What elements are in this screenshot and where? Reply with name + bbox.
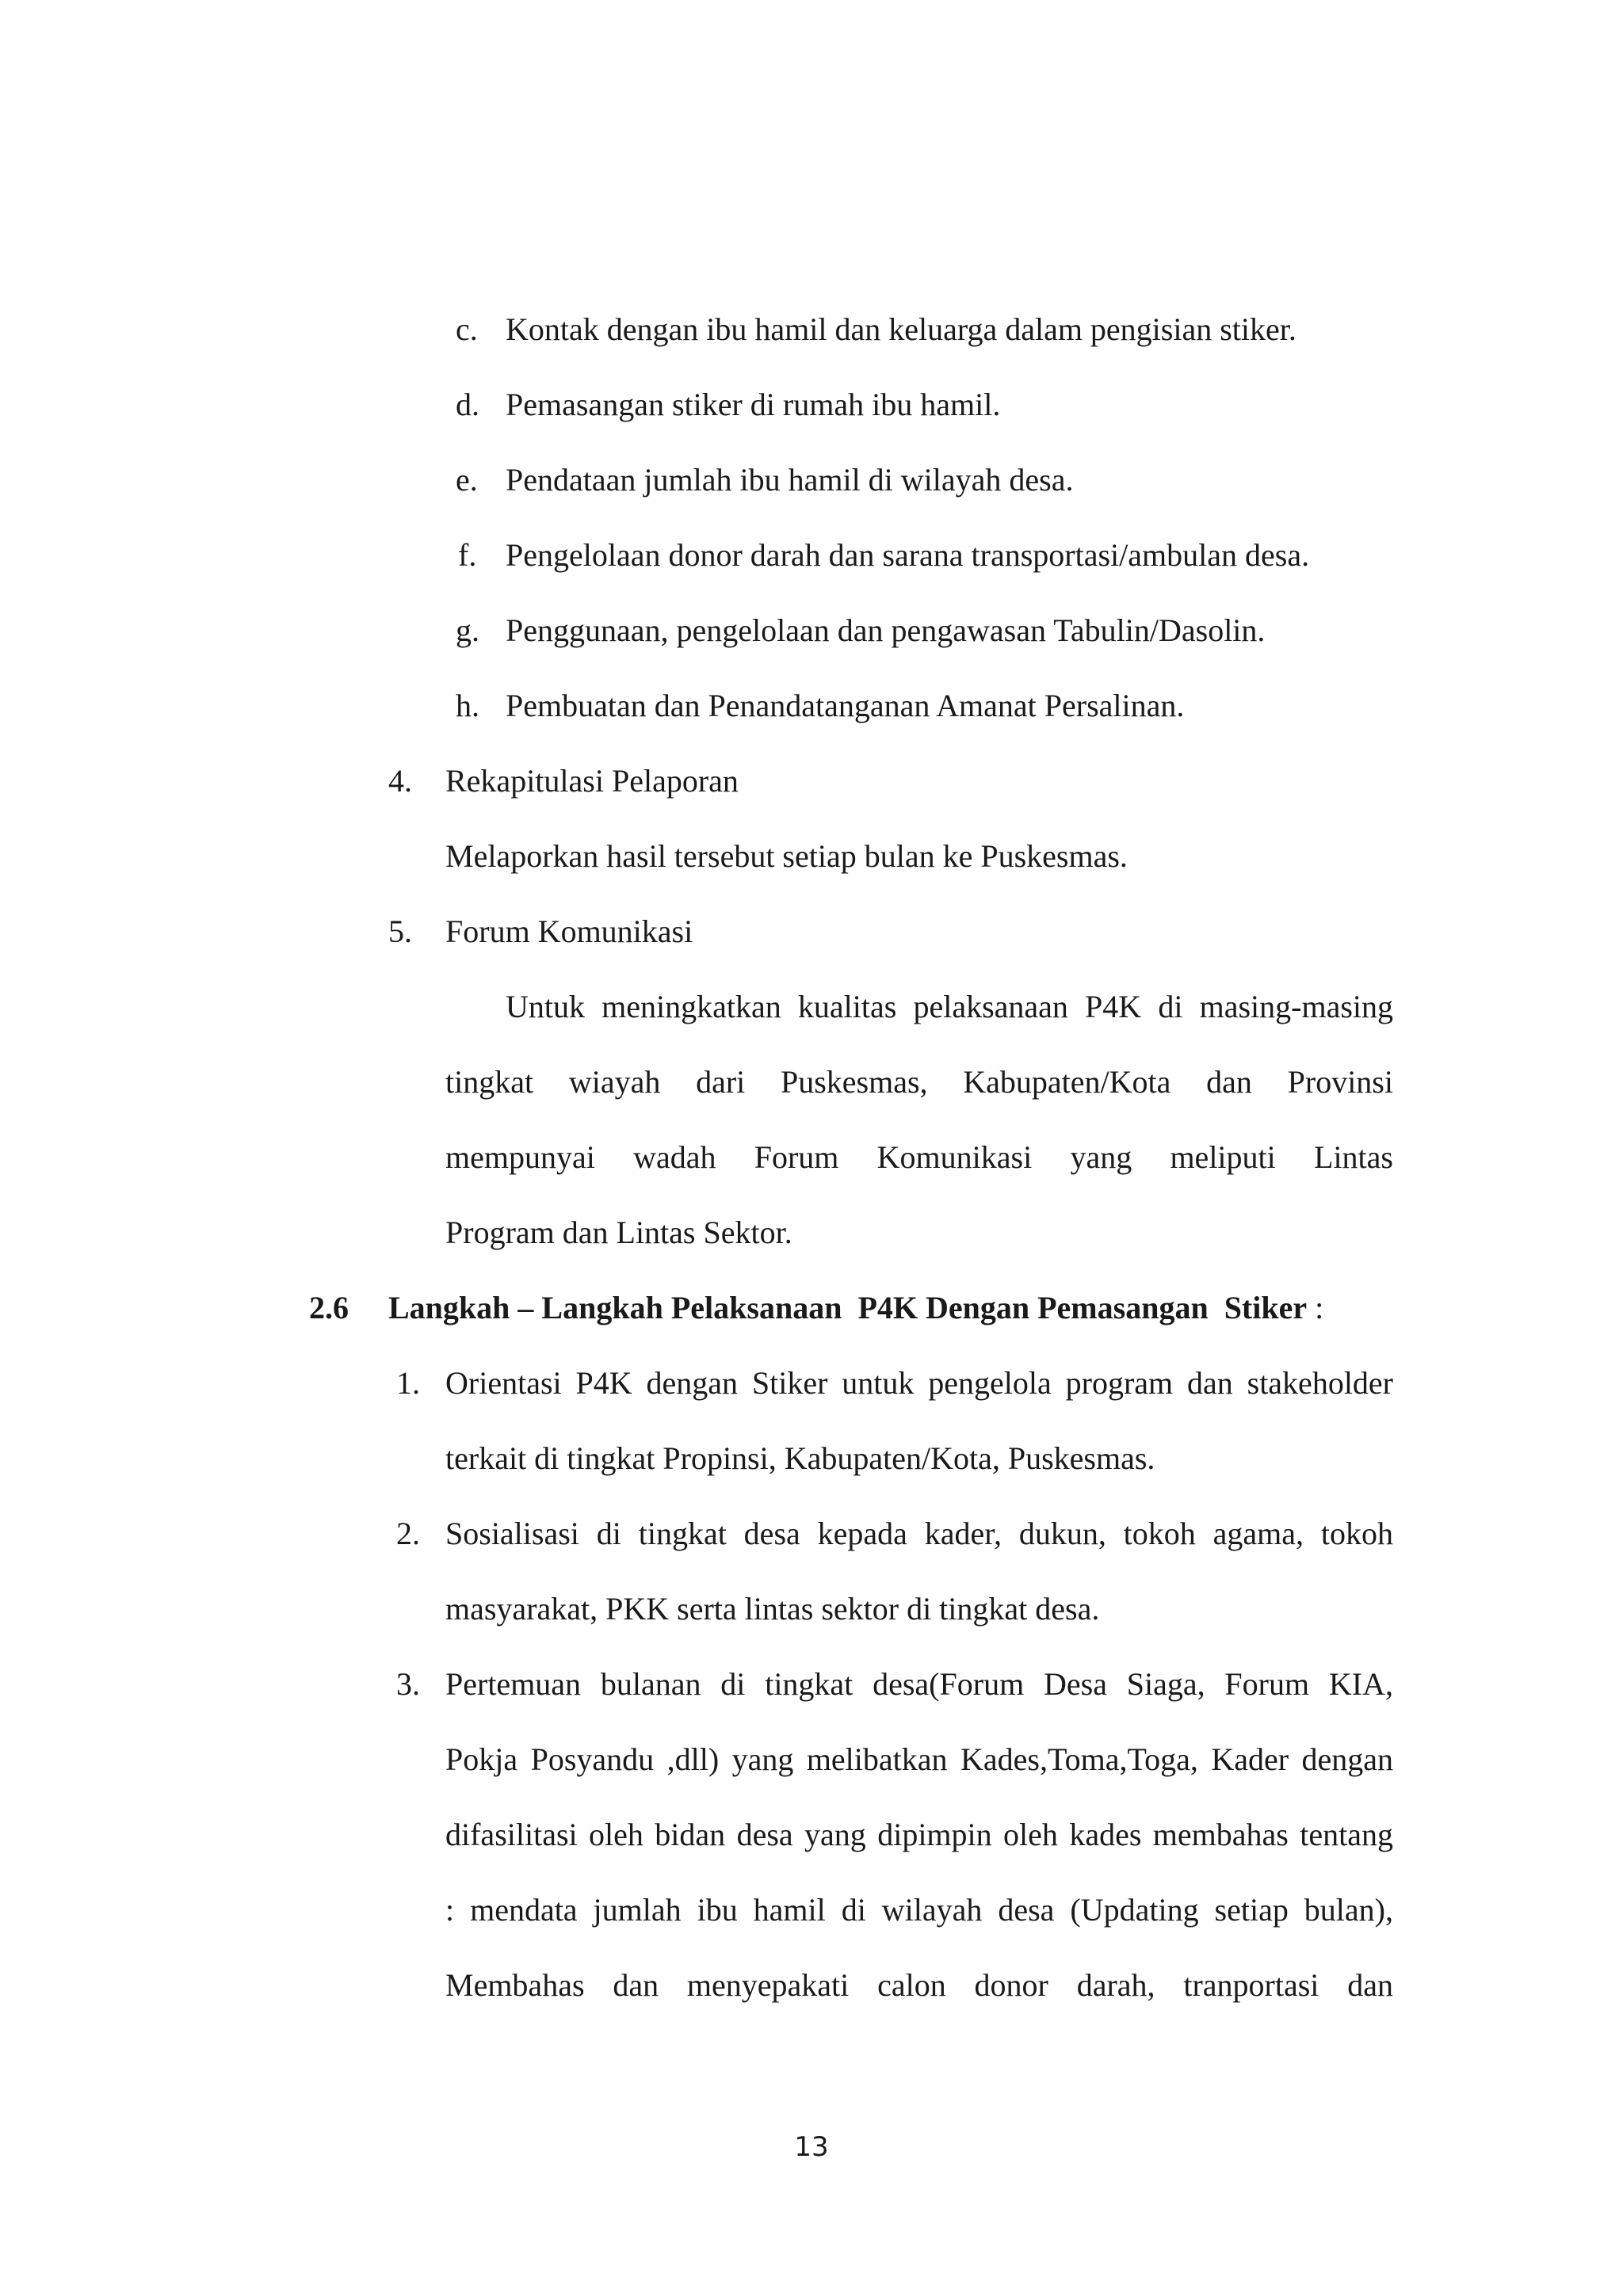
list-marker: g. [456,612,479,648]
paragraph-line: Untuk meningkatkan kualitas pelaksanaan P4K di masing-masing [506,989,1393,1024]
paragraph-line: terkait di tingkat Propinsi, Kabupaten/Kota, Puskesmas. [445,1440,1155,1476]
list-marker: 4. [388,763,412,799]
paragraph-line: masyarakat, PKK serta lintas sektor di tingkat desa. [445,1591,1100,1627]
list-item: Penggunaan, pengelolaan dan pengawasan Tabulin/Dasolin. [506,612,1266,648]
paragraph-line: mempunyai wadah Forum Komunikasi yang meliputi Lintas [445,1139,1393,1175]
paragraph-line: : mendata jumlah ibu hamil di wilayah desa (Updating setiap bulan), [445,1892,1393,1928]
item-title: Forum Komunikasi [445,913,693,949]
paragraph-line: Pokja Posyandu ,dll) yang melibatkan Kades,Toma,Toga, Kader dengan [445,1741,1393,1777]
list-item: Pengelolaan donor darah dan sarana transportasi/ambulan desa. [506,537,1310,573]
item-title: Rekapitulasi Pelaporan [445,763,739,799]
page-number: 13 [794,2131,829,2163]
list-item: Kontak dengan ibu hamil dan keluarga dalam pengisian stiker. [506,311,1296,347]
item-body: Melaporkan hasil tersebut setiap bulan ke Puskesmas. [445,838,1128,874]
section-colon: : [1315,1290,1324,1325]
list-marker: 3. [396,1666,420,1702]
list-marker: f. [458,537,477,573]
paragraph-line: Sosialisasi di tingkat desa kepada kader, dukun, tokoh agama, tokoh [445,1516,1393,1551]
list-marker: h. [456,688,479,723]
list-marker: 5. [388,913,412,949]
list-item: Pemasangan stiker di rumah ibu hamil. [506,387,1001,422]
list-marker: 1. [396,1365,420,1401]
list-item: Pendataan jumlah ibu hamil di wilayah desa. [506,462,1074,498]
paragraph-line: Program dan Lintas Sektor. [445,1215,792,1250]
list-marker: c. [456,311,478,347]
paragraph-line: difasilitasi oleh bidan desa yang dipimpin oleh kades membahas tentang [445,1817,1393,1852]
paragraph-line: tingkat wiayah dari Puskesmas, Kabupaten/Kota dan Provinsi [445,1064,1393,1100]
list-marker: e. [456,462,478,498]
section-number: 2.6 [309,1290,349,1325]
paragraph-line: Membahas dan menyepakati calon donor darah, tranportasi dan [445,1967,1393,2003]
section-heading [388,1289,1323,1327]
list-marker: d. [456,387,479,422]
list-item: Pembuatan dan Penandatanganan Amanat Persalinan. [506,688,1185,723]
section-title: Langkah – Langkah Pelaksanaan P4K Dengan Pemasangan Stiker [388,1290,1308,1325]
paragraph-line: Pertemuan bulanan di tingkat desa(Forum Desa Siaga, Forum KIA, [445,1666,1393,1702]
list-marker: 2. [396,1516,420,1551]
paragraph-line: Orientasi P4K dengan Stiker untuk pengelola program dan stakeholder [445,1365,1393,1401]
